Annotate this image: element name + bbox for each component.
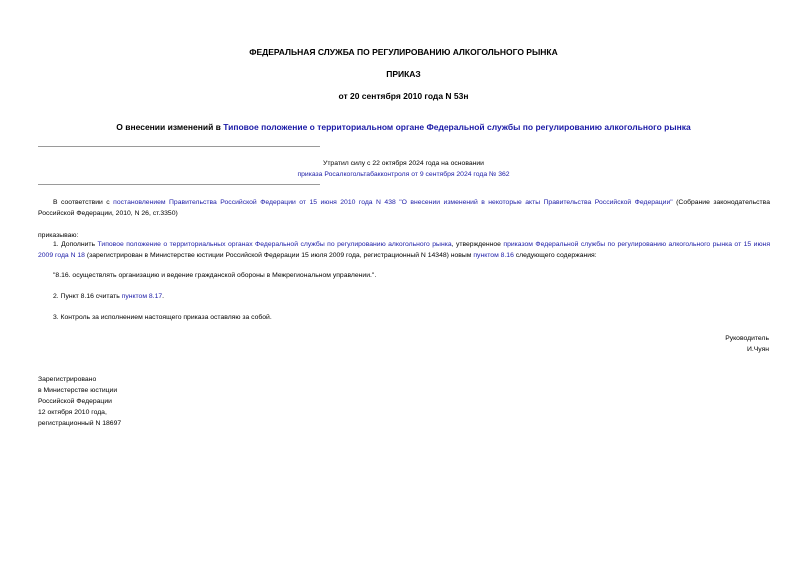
item-1-text-1: 1. Дополнить	[53, 241, 98, 248]
status-note-line1: Утратил силу с 22 октября 2024 года на основании	[323, 160, 484, 167]
document-type-heading: ПРИКАЗ	[386, 69, 421, 79]
registration-block	[38, 374, 121, 429]
top-divider	[38, 146, 320, 147]
date-number-heading: от 20 сентября 2010 года N 53н	[338, 91, 469, 101]
signature-name: И.Чуян	[746, 346, 769, 353]
item-2-text-1: 2. Пункт 8.16 считать	[53, 293, 122, 300]
signature-block	[725, 333, 769, 355]
clause-817-link[interactable]: пунктом 8.17	[121, 293, 163, 300]
clause-816-link[interactable]: пунктом 8.16	[473, 252, 514, 259]
item-1-text-4: следующего содержания:	[513, 252, 597, 259]
preamble-paragraph	[38, 197, 770, 219]
registration-line: 12 октября 2010 года,	[38, 409, 107, 416]
order-n18-link[interactable]: приказом Федеральной службы по регулированию алкогольного рынка от 15 июня 2009 года N 18	[38, 241, 770, 259]
registration-line: Зарегистрировано	[38, 376, 97, 383]
title-prefix: О внесении изменений в	[116, 122, 224, 132]
signature-role: Руководитель	[725, 335, 769, 342]
preamble-text-1: В соответствии с	[53, 199, 114, 206]
government-decree-link[interactable]: постановлением Правительства Российской Федерации от 15 июня 2010 года N 438 "О внесении изменений в некоторые акты Правительства Российской Федерации"	[113, 199, 673, 206]
item-1-paragraph	[38, 239, 770, 261]
registration-line: Российской Федерации	[38, 398, 112, 405]
item-1-text-2: , утвержденное	[451, 241, 504, 248]
registration-line: в Министерстве юстиции	[38, 387, 118, 394]
item-2-text-2: .	[162, 293, 165, 300]
document-title	[0, 122, 807, 132]
quoted-clause: "8.16. осуществлять организацию и ведение гражданской обороны в Межрегиональном управлении.".	[53, 272, 377, 279]
preamble-text-2: (Собрание законодательства Российской Федерации, 2010, N 26, ст.3350)	[38, 199, 770, 217]
item-1-text-3: (зарегистрирован в Министерстве юстиции Российской Федерации 15 июля 2009 года, регистрационный N 14348) новым	[84, 252, 474, 259]
item-3-paragraph: 3. Контроль за исполнением настоящего приказа оставляю за собой.	[53, 314, 272, 321]
bottom-divider	[38, 184, 320, 185]
repeal-order-link[interactable]: приказа Росалкогольтабакконтроля от 9 сентября 2024 года № 362	[297, 171, 510, 178]
registration-line: регистрационный N 18697	[38, 420, 122, 427]
agency-heading: ФЕДЕРАЛЬНАЯ СЛУЖБА ПО РЕГУЛИРОВАНИЮ АЛКОГОЛЬНОГО РЫНКА	[249, 47, 558, 57]
title-link[interactable]: Типовое положение о территориальном органе Федеральной службы по регулированию алкогольного рынка	[223, 122, 691, 132]
order-word: приказываю:	[38, 232, 79, 239]
typical-regulation-link[interactable]: Типовое положение о территориальных органах Федеральной службы по регулированию алкогольного рынка	[97, 241, 452, 248]
item-2-paragraph	[53, 291, 164, 302]
status-note-line2	[0, 169, 807, 180]
